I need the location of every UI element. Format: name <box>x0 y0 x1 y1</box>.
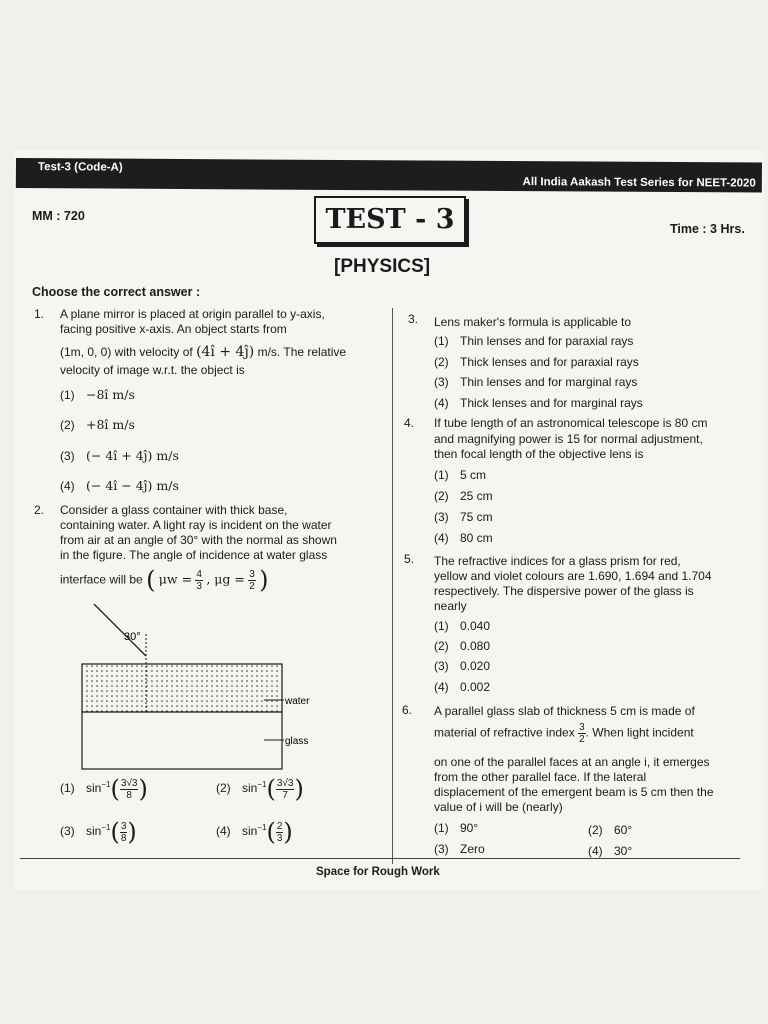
question-text-line: Consider a glass container with thick base, <box>60 503 288 517</box>
text-segment: interface will be <box>60 572 143 587</box>
paren-left: ( <box>266 775 276 803</box>
paren-right: ) <box>259 565 269 594</box>
question-number: 5. <box>404 552 415 566</box>
option-text: Zero <box>460 842 485 856</box>
question-number: 2. <box>34 503 45 517</box>
fraction <box>195 569 203 592</box>
fraction <box>248 569 256 592</box>
option-number: (2) <box>434 639 449 653</box>
question-text-line: yellow and violet colours are 1.690, 1.694 and 1.704 <box>434 569 712 583</box>
fraction <box>276 778 295 801</box>
option-number: (3) <box>434 510 449 524</box>
option-text: Thin lenses and for marginal rays <box>460 375 638 389</box>
glass-label: glass <box>285 736 309 747</box>
question-number: 6. <box>402 703 413 717</box>
mu-glass-label: , μg = <box>206 571 245 587</box>
fraction-numerator: 3 <box>249 569 255 580</box>
mu-water-label: μw = <box>158 571 193 587</box>
option-number: (4) <box>60 479 75 493</box>
question-text-line: nearly <box>434 599 467 613</box>
option-text: 0.002 <box>460 680 491 694</box>
test-title: TEST - 3 <box>314 196 466 244</box>
question-text-line: value of i will be (nearly) <box>434 800 563 814</box>
question-text-line: then focal length of the objective lens is <box>434 447 644 461</box>
fraction-numerator: 3 <box>579 722 585 733</box>
question-text-line: and magnifying power is 15 for normal adjustment, <box>434 432 703 446</box>
time-limit: Time : 3 Hrs. <box>670 222 745 236</box>
question-text-line <box>434 722 694 745</box>
option-number: (1) <box>434 821 449 835</box>
question-number: 4. <box>404 416 415 430</box>
option-text: 30° <box>614 844 633 858</box>
paren-left: ( <box>110 775 120 803</box>
option-1 <box>60 775 148 803</box>
option-text: 5 cm <box>460 468 487 482</box>
option-number: (2) <box>434 489 449 503</box>
text-segment: . When light incident <box>585 725 694 740</box>
option-number: (2) <box>588 823 603 837</box>
option-number: (2) <box>434 355 449 369</box>
paren-right: ) <box>138 775 148 803</box>
option-number: (1) <box>60 781 75 796</box>
question-text-line: If tube length of an astronomical telescope is 80 cm <box>434 416 708 430</box>
option-number: (2) <box>60 418 75 432</box>
instruction: Choose the correct answer : <box>32 285 201 299</box>
fraction-denominator: 3 <box>196 581 202 592</box>
question-text-line: from the other parallel face. If the lateral <box>434 770 647 784</box>
question-text-line: in the figure. The angle of incidence at water glass <box>60 548 328 562</box>
test-code: Test-3 (Code-A) <box>37 161 123 174</box>
fraction-numerator: 2 <box>276 820 283 832</box>
fraction <box>120 778 139 801</box>
option-text: 0.020 <box>460 659 491 673</box>
velocity-vector: (4î + 4ĵ) <box>196 344 255 360</box>
fraction-denominator: 2 <box>249 581 255 592</box>
option-text: +8î m/s <box>86 417 135 432</box>
question-text-line: facing positive x-axis. An object starts from <box>60 322 287 336</box>
option-number: (4) <box>434 680 449 694</box>
fraction-numerator: 3 <box>120 820 127 832</box>
paren-right: ) <box>127 818 137 846</box>
option-text: (− 4î + 4ĵ) m/s <box>86 448 179 463</box>
question-text-line: displacement of the emergent beam is 5 cm then the <box>434 785 714 799</box>
option-number: (4) <box>216 824 231 839</box>
option-number: (3) <box>60 449 75 463</box>
function-name: sin <box>242 781 258 796</box>
option-number: (4) <box>588 844 603 858</box>
question-text-line: from air at an angle of 30° with the normal as shown <box>60 533 337 547</box>
option-3 <box>60 818 137 846</box>
option-number: (4) <box>434 531 449 545</box>
option-number: (4) <box>434 396 449 410</box>
max-marks: MM : 720 <box>32 209 85 223</box>
option-text: 60° <box>614 823 633 837</box>
fraction-numerator: 4 <box>196 569 202 580</box>
function-name: sin <box>242 824 258 839</box>
option-text: Thick lenses and for marginal rays <box>460 396 643 410</box>
question-text-line: A parallel glass slab of thickness 5 cm is made of <box>434 704 695 718</box>
function-name: sin <box>86 824 102 839</box>
question-number: 3. <box>408 312 419 326</box>
paren-left: ( <box>266 818 276 846</box>
option-number: (3) <box>434 659 449 673</box>
option-text: 0.040 <box>460 619 491 633</box>
paren-left: ( <box>146 565 156 594</box>
question-text-line: A plane mirror is placed at origin parallel to y-axis, <box>60 307 325 321</box>
column-divider <box>392 308 393 864</box>
option-text: 25 cm <box>460 489 493 503</box>
question-number: 1. <box>34 307 45 321</box>
option-2 <box>216 775 304 803</box>
paren-left: ( <box>110 818 120 846</box>
paren-right: ) <box>294 775 304 803</box>
fraction-numerator: 3√3 <box>120 777 138 789</box>
inverse-superscript: −1 <box>257 780 267 790</box>
water-label: water <box>285 696 310 707</box>
question-text-line: containing water. A light ray is incident on the water <box>60 518 332 532</box>
question-text-line <box>60 345 346 361</box>
question-text-line: velocity of image w.r.t. the object is <box>60 363 245 377</box>
option-text: Thin lenses and for paraxial rays <box>460 334 634 348</box>
fraction-denominator: 8 <box>120 832 127 844</box>
text-segment: (1m, 0, 0) with velocity of <box>60 345 193 359</box>
subject-heading: [PHYSICS] <box>334 256 431 277</box>
inverse-superscript: −1 <box>101 780 111 790</box>
option-text: (− 4î − 4ĵ) m/s <box>86 478 179 493</box>
option-number: (3) <box>434 842 449 856</box>
option-text: Thick lenses and for paraxial rays <box>460 355 639 369</box>
option-text: 0.080 <box>460 639 491 653</box>
fraction-numerator: 3√3 <box>276 777 294 789</box>
incident-ray <box>94 604 146 656</box>
option-text: 75 cm <box>460 510 493 524</box>
fraction <box>578 722 586 745</box>
text-segment: m/s. The relative <box>257 345 347 359</box>
option-text: 90° <box>460 821 479 835</box>
paren-right: ) <box>283 818 293 846</box>
option-number: (1) <box>434 619 449 633</box>
question-text-line: Lens maker's formula is applicable to <box>434 315 632 329</box>
option-number: (3) <box>60 824 75 839</box>
text-segment: material of refractive index <box>434 725 575 740</box>
function-name: sin <box>86 781 102 796</box>
header-bar <box>16 158 762 193</box>
fraction-denominator: 7 <box>282 789 288 801</box>
question-text-line <box>60 565 269 594</box>
question-text-line: respectively. The dispersive power of the glass is <box>434 584 694 598</box>
question-text-line: The refractive indices for a glass prism for red, <box>434 554 681 568</box>
fraction-denominator: 3 <box>276 832 283 844</box>
footer-note: Space for Rough Work <box>316 866 440 878</box>
fraction-denominator: 8 <box>126 789 132 801</box>
option-text: −8î m/s <box>86 387 135 402</box>
option-number: (1) <box>60 388 75 402</box>
option-number: (2) <box>216 781 231 796</box>
inverse-superscript: −1 <box>101 823 111 833</box>
option-number: (1) <box>434 334 449 348</box>
option-4 <box>216 818 293 846</box>
question-text-line: on one of the parallel faces at an angle i, it emerges <box>434 755 710 769</box>
angle-label: 30° <box>124 631 141 643</box>
option-number: (3) <box>434 375 449 389</box>
option-text: 80 cm <box>460 531 493 545</box>
container-figure <box>80 604 310 774</box>
bottom-rule <box>20 858 740 859</box>
series-title: All India Aakash Test Series for NEET-2020 <box>522 176 756 190</box>
fraction-denominator: 2 <box>579 734 585 745</box>
inverse-superscript: −1 <box>257 823 267 833</box>
water-layer <box>82 664 282 712</box>
option-number: (1) <box>434 468 449 482</box>
